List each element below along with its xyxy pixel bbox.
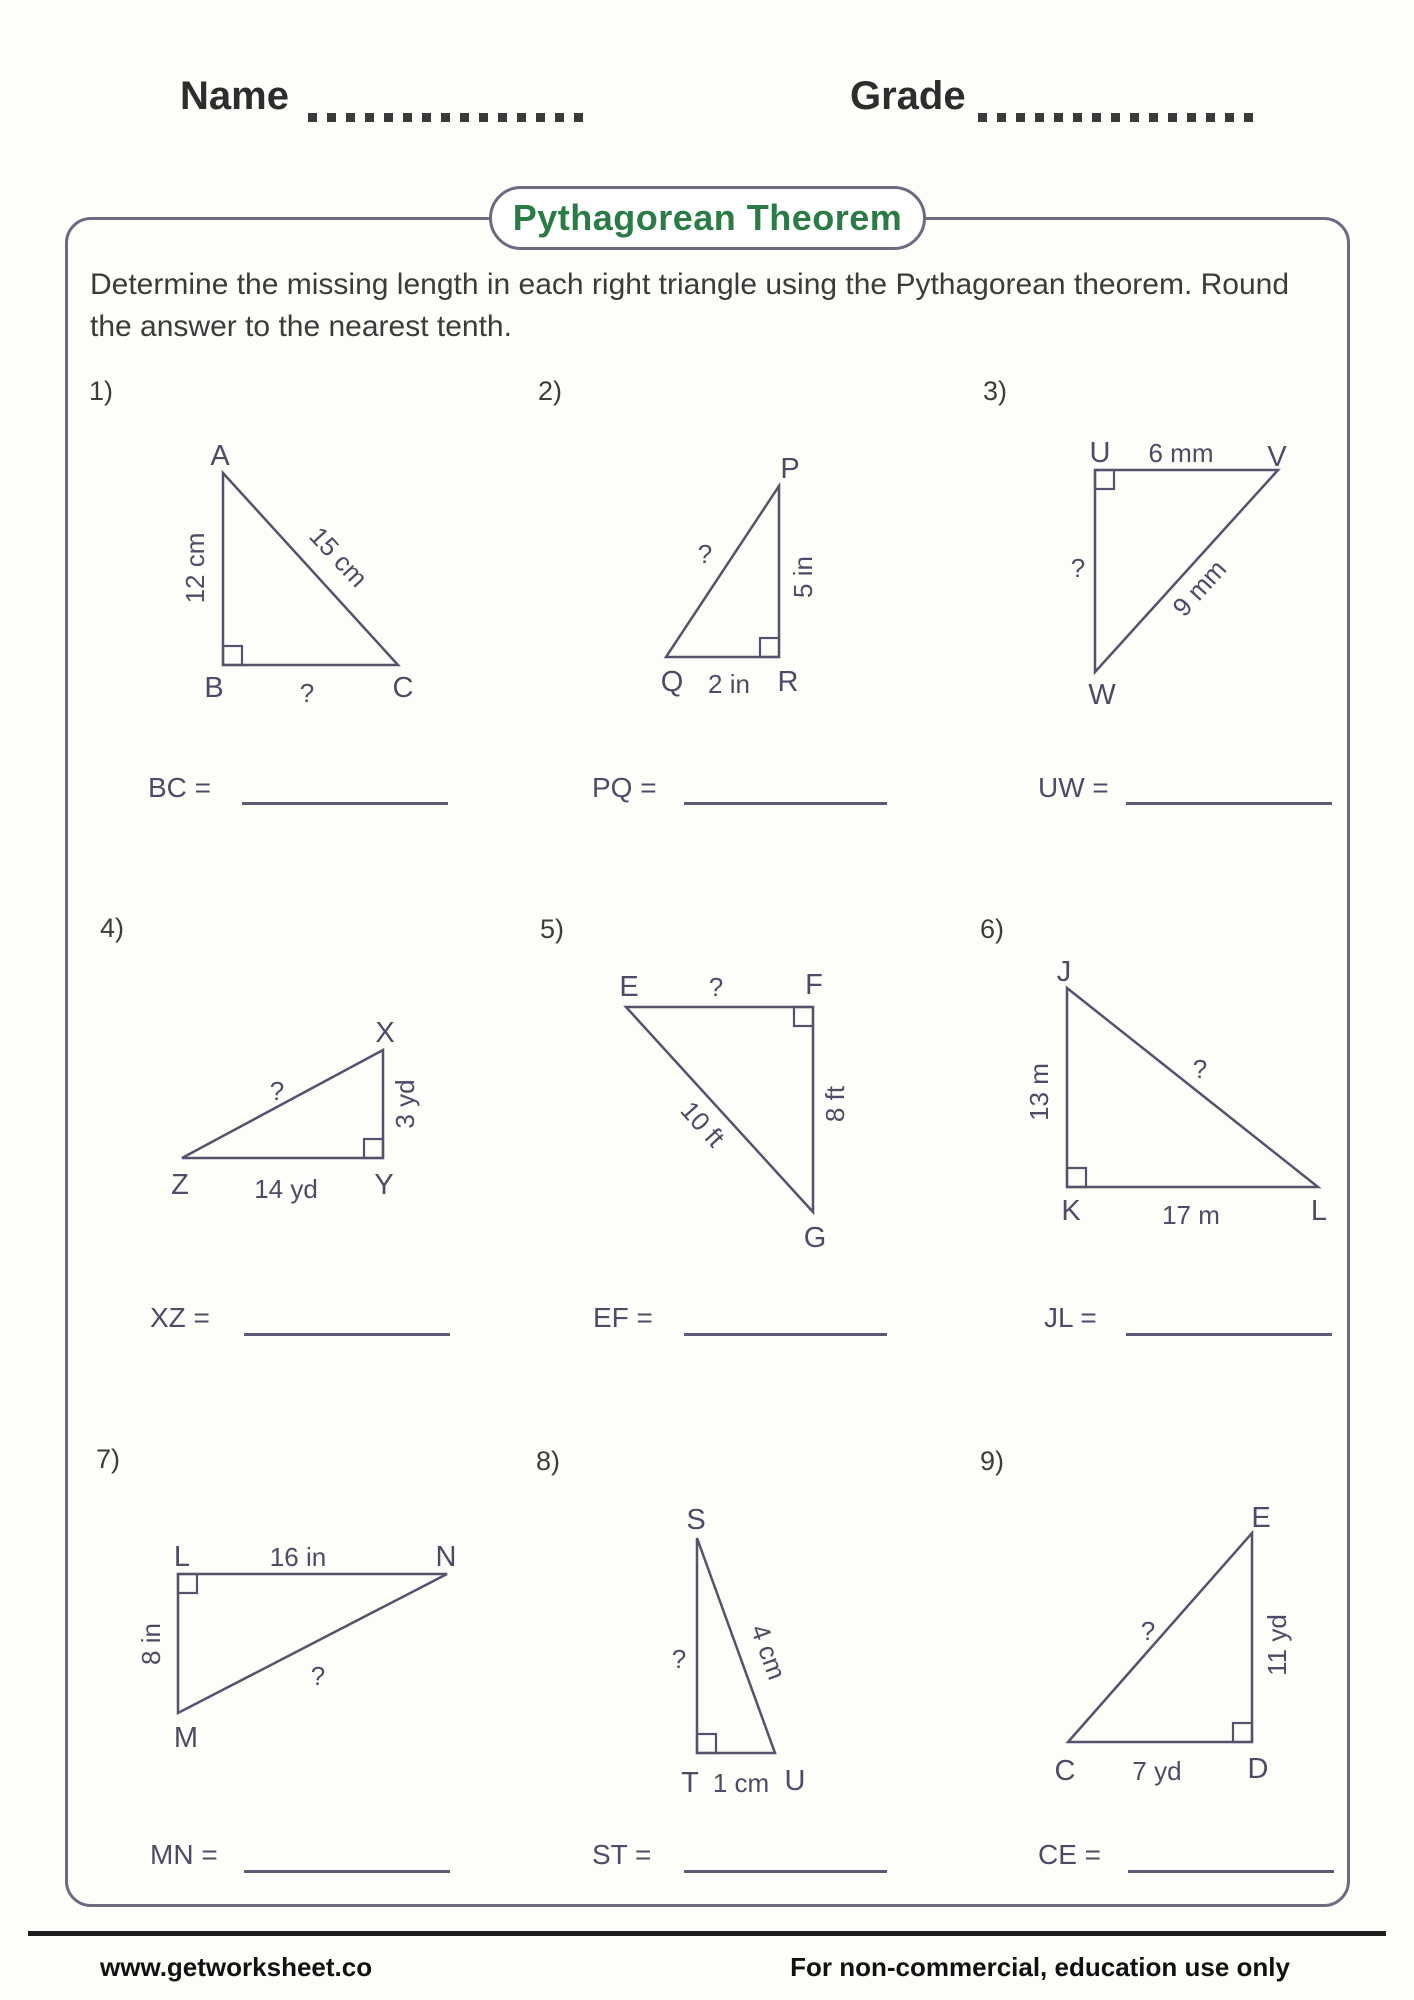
page-title: Pythagorean Theorem — [512, 197, 903, 238]
vertex-label: B — [204, 672, 224, 704]
problem-8-number: 8) — [536, 1446, 561, 1476]
answer-blank-7[interactable] — [244, 1870, 450, 1873]
unknown-side-label: ? — [697, 539, 713, 569]
right-angle-marker — [364, 1139, 383, 1158]
answer-label-5: EF = — [593, 1302, 653, 1333]
name-label: Name — [180, 74, 289, 118]
vertex-label: G — [803, 1222, 827, 1254]
grade-label: Grade — [850, 74, 966, 118]
unknown-side-label: ? — [1140, 1616, 1156, 1646]
triangle-9-shape — [1068, 1533, 1252, 1742]
side-label: 15 cm — [303, 520, 374, 593]
instructions-line2: the answer to the nearest tenth. — [90, 310, 512, 343]
answer-blank-3[interactable] — [1126, 802, 1332, 805]
vertex-label: X — [375, 1017, 395, 1049]
vertex-label: J — [1056, 956, 1072, 988]
answer-blank-8[interactable] — [684, 1870, 887, 1873]
side-label: 17 m — [1162, 1200, 1220, 1230]
side-label: 2 in — [708, 669, 750, 699]
unknown-side-label: ? — [1070, 553, 1086, 583]
side-label: 13 m — [1024, 1063, 1054, 1121]
answer-label-8: ST = — [592, 1839, 652, 1870]
triangle-1 — [180, 440, 413, 708]
vertex-label: P — [780, 453, 800, 485]
right-angle-marker — [223, 646, 242, 665]
vertex-label: W — [1088, 679, 1116, 711]
triangle-3-shape — [1095, 470, 1278, 672]
footer-license: For non-commercial, education use only — [790, 1952, 1290, 1982]
unknown-side-label: ? — [310, 1661, 326, 1691]
side-label: 4 cm — [744, 1620, 793, 1684]
problem-9-number: 9) — [980, 1446, 1005, 1476]
side-label: 16 in — [269, 1542, 327, 1572]
right-angle-marker — [760, 638, 779, 657]
right-angle-marker — [697, 1734, 716, 1753]
unknown-side-label: ? — [708, 972, 724, 1002]
right-angle-marker — [794, 1007, 813, 1026]
vertex-label: L — [1310, 1195, 1328, 1227]
right-angle-marker — [1233, 1723, 1252, 1742]
problem-3-number: 3) — [983, 376, 1008, 406]
right-angle-marker — [1095, 470, 1114, 489]
vertex-label: E — [1251, 1502, 1271, 1534]
answer-label-3: UW = — [1038, 772, 1109, 803]
problem-2-number: 2) — [538, 376, 563, 406]
side-label: 1 cm — [712, 1768, 770, 1798]
vertex-label: C — [392, 672, 414, 704]
answer-blank-6[interactable] — [1126, 1333, 1332, 1336]
triangle-7-shape — [178, 1574, 447, 1713]
answer-label-6: JL = — [1044, 1302, 1097, 1333]
triangle-9 — [1055, 1502, 1292, 1787]
vertex-label: E — [619, 971, 639, 1003]
answer-label-7: MN = — [150, 1839, 218, 1870]
side-label: 8 ft — [820, 1085, 850, 1123]
vertex-label: K — [1061, 1195, 1081, 1227]
side-label: 14 yd — [254, 1174, 318, 1204]
right-angle-marker — [178, 1574, 197, 1593]
side-label: 8 in — [136, 1623, 166, 1665]
answer-label-9: CE = — [1038, 1839, 1102, 1870]
problem-1-number: 1) — [89, 376, 114, 406]
problem-6-number: 6) — [980, 914, 1005, 944]
vertex-label: M — [173, 1722, 199, 1754]
vertex-label: D — [1247, 1753, 1269, 1785]
unknown-side-label: ? — [671, 1644, 687, 1674]
vertex-label: F — [805, 969, 823, 1001]
triangle-2 — [661, 453, 818, 699]
vertex-label: A — [210, 440, 230, 472]
side-label: 11 yd — [1262, 1614, 1292, 1676]
vertex-label: Z — [171, 1169, 189, 1201]
unknown-side-label: ? — [1192, 1054, 1208, 1084]
side-label: 3 yd — [390, 1079, 420, 1129]
side-label: 7 yd — [1132, 1756, 1182, 1786]
vertex-label: T — [681, 1767, 699, 1799]
answer-blank-4[interactable] — [244, 1333, 450, 1336]
problem-5-number: 5) — [540, 914, 565, 944]
triangle-3 — [1071, 437, 1288, 711]
answer-label-4: XZ = — [150, 1302, 210, 1333]
footer-site: www.getworksheet.co — [100, 1952, 373, 1982]
triangle-8 — [672, 1504, 806, 1799]
vertex-label: C — [1054, 1755, 1076, 1787]
unknown-side-label: ? — [299, 678, 315, 708]
vertex-label: Y — [374, 1169, 394, 1201]
triangle-2-shape — [666, 486, 779, 657]
triangle-5-shape — [626, 1007, 813, 1212]
triangle-7 — [136, 1541, 456, 1754]
answer-blank-5[interactable] — [684, 1333, 887, 1336]
vertex-label: V — [1267, 441, 1287, 473]
answer-blank-1[interactable] — [242, 802, 448, 805]
vertex-label: N — [435, 1541, 457, 1573]
vertex-label: U — [784, 1765, 806, 1797]
title-pill — [489, 186, 926, 250]
answer-label-2: PQ = — [592, 772, 657, 803]
unknown-side-label: ? — [269, 1076, 285, 1106]
vertex-label: U — [1089, 437, 1111, 469]
answer-blank-2[interactable] — [684, 802, 887, 805]
vertex-label: L — [173, 1541, 191, 1573]
problem-4-number: 4) — [100, 913, 125, 943]
instructions-line1: Determine the missing length in each right triangle using the Pythagorean theorem. Round — [90, 268, 1290, 301]
side-label: 5 in — [788, 556, 818, 598]
vertex-label: Q — [660, 666, 684, 698]
triangle-6-shape — [1067, 988, 1318, 1187]
right-angle-marker — [1067, 1168, 1086, 1187]
side-label: 10 ft — [674, 1095, 731, 1153]
side-label: 6 mm — [1148, 438, 1214, 468]
vertex-label: R — [777, 666, 799, 698]
side-label: 9 mm — [1166, 553, 1233, 623]
answer-label-1: BC = — [148, 772, 212, 803]
problem-7-number: 7) — [96, 1444, 121, 1474]
triangle-5 — [619, 969, 850, 1254]
vertex-label: S — [686, 1504, 706, 1536]
answer-blank-9[interactable] — [1128, 1870, 1334, 1873]
triangle-6 — [1024, 956, 1327, 1230]
side-label: 12 cm — [180, 532, 210, 604]
triangle-4 — [171, 1017, 420, 1204]
